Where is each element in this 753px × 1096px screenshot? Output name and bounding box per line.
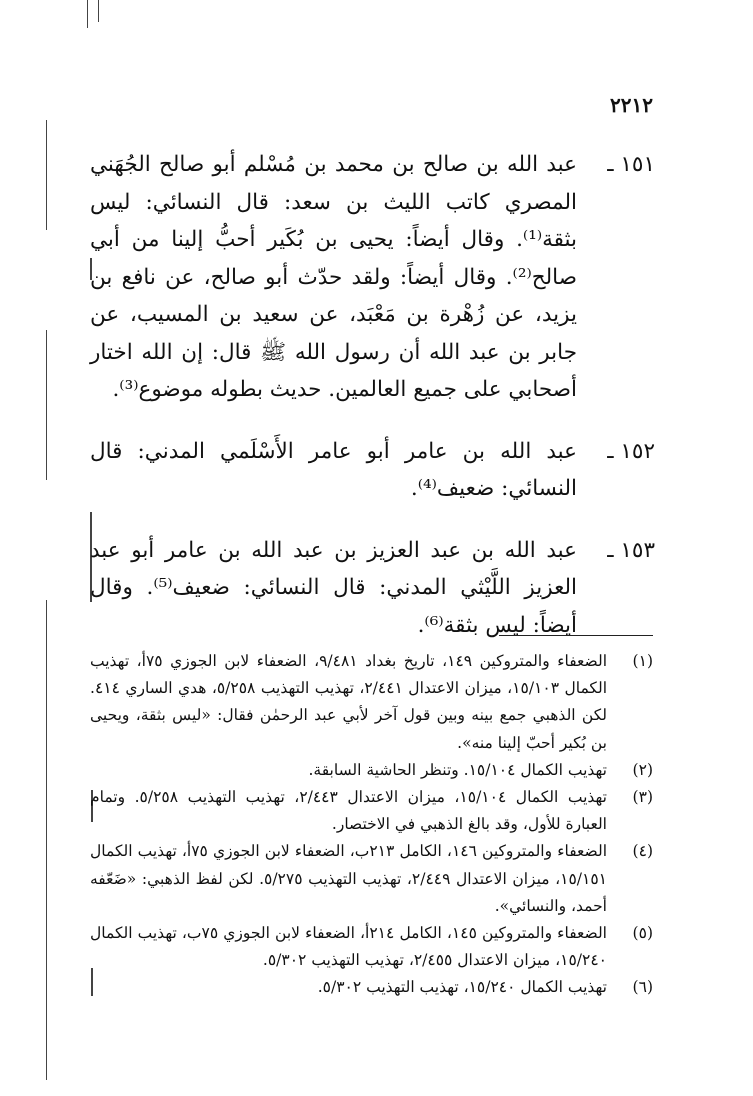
scan-mark <box>46 330 47 480</box>
footnote-6 <box>90 974 653 1001</box>
footnote-number: (٤) <box>632 842 653 861</box>
footnotes-list <box>90 648 653 1002</box>
entries-list <box>90 146 655 668</box>
scan-mark <box>46 600 47 1080</box>
entry-151 <box>90 146 655 409</box>
footnote-text: الضعفاء والمتروكين ١٤٦، الكامل ٢١٣ب، الضعفاء لابن الجوزي ٧٥أ، تهذيب الكمال ١٥/١٥١، ميزان الاعتدال ٢/٤٤٩، تهذيب التهذيب ٥/٢٧٥. لكن لفظ الذهبي: «ضَعّفه أحمد، والنسائي». <box>90 842 608 915</box>
footnote-5 <box>90 920 653 974</box>
entry-152 <box>90 433 655 508</box>
footnote-2 <box>90 757 653 784</box>
footnote-number: (٣) <box>632 788 653 807</box>
entry-153 <box>90 532 655 645</box>
footnote-4 <box>90 838 653 920</box>
entry-number: ١٥١ ـ <box>607 152 655 177</box>
entry-text: عبد الله بن عامر أبو عامر الأَسْلَمي المدني: قال النسائي: ضعيف⁽⁴⁾. <box>90 438 577 501</box>
footnote-number: (٦) <box>632 978 653 997</box>
footnote-text: تهذيب الكمال ١٥/١٠٤. وتنظر الحاشية السابقة. <box>308 760 607 779</box>
scan-mark <box>87 0 88 28</box>
footnote-number: (١) <box>632 652 653 670</box>
footnote-text: الضعفاء والمتروكين ١٤٩، تاريخ بغداد ٩/٤٨١، الضعفاء لابن الجوزي ٧٥أ، تهذيب الكمال ١٥/١٠٣، ميزان الاعتدال ٢/٤٤١، تهذيب التهذيب ٥/٢٥٨، هدي الساري ٤١٤. لكن الذهبي جمع بينه وبين قول آخر لأبي عبد الرحمٰن فقال: «ليس بثقة، ويحيى بن بُكير أحبّ إلينا منه». <box>90 652 607 752</box>
footnote-text: تهذيب الكمال ١٥/٢٤٠، تهذيب التهذيب ٥/٣٠٢. <box>317 978 607 997</box>
entry-number: ١٥٢ ـ <box>607 438 655 464</box>
scan-mark <box>46 120 47 230</box>
entry-text: عبد الله بن عبد العزيز بن عبد الله بن عامر أبو عبد العزيز اللَّيْثي المدني: قال النسائي: ضعيف⁽⁵⁾. وقال أيضاً: ليس بثقة⁽⁶⁾. <box>90 537 578 638</box>
scan-mark <box>98 0 99 22</box>
footnote-number: (٢) <box>632 760 653 779</box>
page-number: ٢٢١٢ <box>610 93 653 117</box>
footnote-separator <box>499 635 653 636</box>
footnote-text: تهذيب الكمال ١٥/١٠٤، ميزان الاعتدال ٢/٤٤٣، تهذيب التهذيب ٥/٢٥٨. وتمام العبارة للأول، وقد بالغ الذهبي في الاختصار. <box>90 788 607 834</box>
entry-text: عبد الله بن صالح بن محمد بن مُسْلم أبو صالح الجُهَني المصري كاتب الليث بن سعد: قال النسائي: ليس بثقة⁽¹⁾. وقال أيضاً: يحيى بن بُكَير أحبُّ إلينا من أبي صالح⁽²⁾. وقال أيضاً: ولقد حدّث أبو صالح، عن نافع بن يزيد، عن زُهْرة بن مَعْبَد، عن سعيد بن المسيب، عن جابر بن عبد الله أن رسول الله ﷺ قال: إن الله اختار أصحابي على جميع العالمين. حديث بطوله موضوع⁽³⁾. <box>90 152 577 402</box>
footnote-number: (٥) <box>632 924 653 943</box>
entry-number: ١٥٣ ـ <box>607 537 655 563</box>
footnote-3 <box>90 784 653 838</box>
footnote-1 <box>90 648 653 757</box>
footnote-text: الضعفاء والمتروكين ١٤٥، الكامل ٢١٤أ، الضعفاء لابن الجوزي ٧٥ب، تهذيب الكمال ١٥/٢٤٠، ميزان الاعتدال ٢/٤٥٥، تهذيب التهذيب ٥/٣٠٢. <box>90 924 607 970</box>
